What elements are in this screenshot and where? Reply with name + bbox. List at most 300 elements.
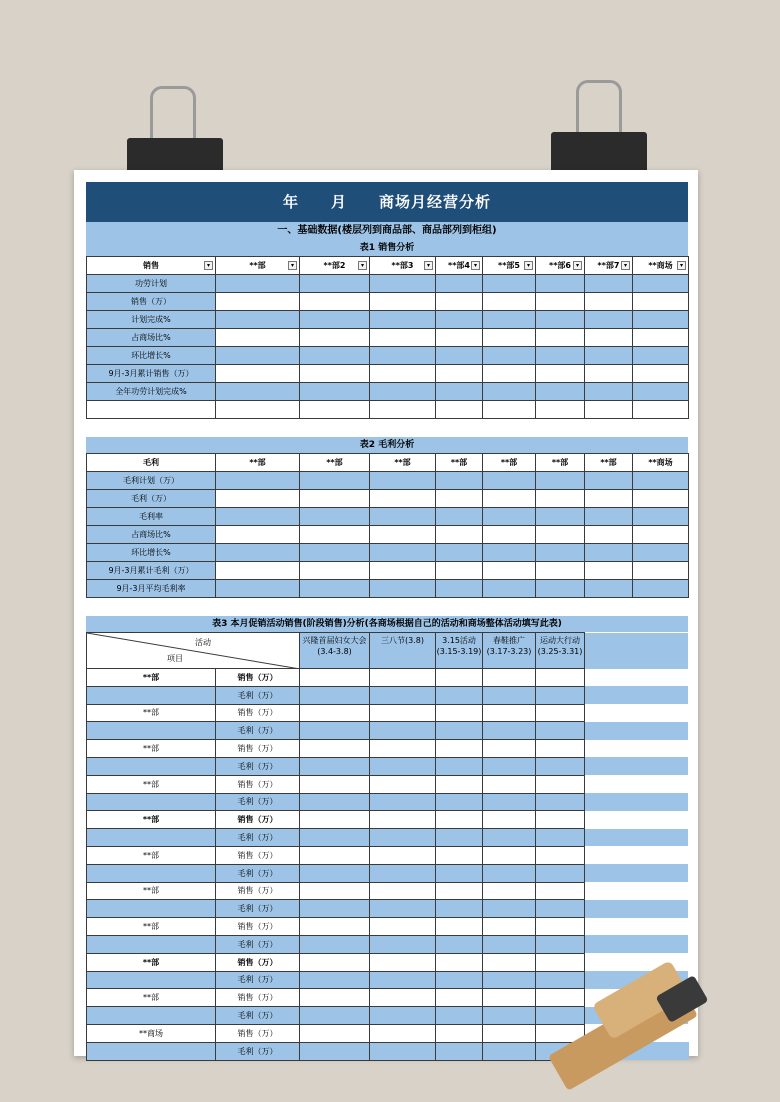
data-cell[interactable] [436, 508, 483, 526]
data-cell[interactable] [216, 580, 300, 598]
data-cell[interactable] [370, 508, 436, 526]
data-cell[interactable] [370, 526, 436, 544]
data-cell[interactable] [300, 472, 370, 490]
data-cell[interactable] [483, 544, 536, 562]
data-cell[interactable] [483, 793, 536, 811]
item-label: 销售（万） [216, 846, 300, 864]
data-cell[interactable] [87, 401, 216, 419]
row-label: 9月-3月累计销售（万） [87, 365, 216, 383]
item-label: 销售（万） [216, 775, 300, 793]
blank-region [585, 846, 689, 864]
data-cell[interactable] [536, 864, 585, 882]
data-cell[interactable] [436, 704, 483, 722]
data-cell[interactable] [436, 864, 483, 882]
data-cell[interactable] [436, 882, 483, 900]
data-cell[interactable] [300, 293, 370, 311]
data-cell[interactable] [585, 329, 633, 347]
data-cell[interactable] [300, 775, 370, 793]
data-cell[interactable] [436, 935, 483, 953]
data-cell[interactable] [633, 472, 689, 490]
data-cell[interactable] [633, 562, 689, 580]
data-cell[interactable] [483, 508, 536, 526]
data-cell[interactable] [585, 562, 633, 580]
item-label: 毛利（万） [216, 1042, 300, 1060]
data-cell[interactable] [300, 722, 370, 740]
data-cell[interactable] [370, 669, 436, 687]
data-cell[interactable] [436, 526, 483, 544]
data-cell[interactable] [536, 347, 585, 365]
data-cell[interactable] [483, 526, 536, 544]
data-cell[interactable] [536, 846, 585, 864]
data-cell[interactable] [300, 811, 370, 829]
data-cell[interactable] [300, 347, 370, 365]
data-cell[interactable] [300, 900, 370, 918]
data-cell[interactable] [370, 811, 436, 829]
data-cell[interactable] [536, 669, 585, 687]
data-cell[interactable] [300, 971, 370, 989]
group-label [87, 935, 216, 953]
data-cell[interactable] [436, 293, 483, 311]
data-cell[interactable] [300, 401, 370, 419]
data-cell[interactable] [483, 329, 536, 347]
data-cell[interactable] [436, 953, 483, 971]
data-cell[interactable] [436, 383, 483, 401]
data-cell[interactable] [300, 935, 370, 953]
data-cell[interactable] [585, 293, 633, 311]
data-cell[interactable] [370, 882, 436, 900]
data-cell[interactable] [300, 793, 370, 811]
data-cell[interactable] [585, 472, 633, 490]
data-cell[interactable] [633, 329, 689, 347]
data-cell[interactable] [483, 1042, 536, 1060]
data-cell[interactable] [216, 365, 300, 383]
data-cell[interactable] [370, 472, 436, 490]
data-cell[interactable] [436, 793, 483, 811]
data-cell[interactable] [300, 383, 370, 401]
data-cell[interactable] [436, 811, 483, 829]
activity-header: 三八节(3.8) [370, 633, 436, 669]
filter-dropdown-icon[interactable]: ▾ [573, 261, 582, 270]
data-cell[interactable] [216, 490, 300, 508]
data-cell[interactable] [483, 490, 536, 508]
item-label: 毛利（万） [216, 1007, 300, 1025]
data-cell[interactable] [633, 490, 689, 508]
data-cell[interactable] [633, 293, 689, 311]
blank-region [585, 918, 689, 936]
spacer-row [86, 598, 688, 616]
table-row [87, 275, 689, 293]
data-cell[interactable] [633, 347, 689, 365]
data-cell[interactable] [536, 526, 585, 544]
data-cell[interactable] [300, 757, 370, 775]
data-cell[interactable] [436, 669, 483, 687]
data-cell[interactable] [300, 829, 370, 847]
data-cell[interactable] [300, 311, 370, 329]
data-cell[interactable] [370, 1042, 436, 1060]
data-cell[interactable] [436, 757, 483, 775]
row-label: 环比增长% [87, 347, 216, 365]
data-cell[interactable] [370, 311, 436, 329]
data-cell[interactable] [300, 704, 370, 722]
data-cell[interactable] [436, 740, 483, 758]
data-cell[interactable] [536, 811, 585, 829]
column-header: **部 [536, 454, 585, 472]
data-cell[interactable] [300, 1042, 370, 1060]
data-cell[interactable] [370, 953, 436, 971]
data-cell[interactable] [370, 1024, 436, 1042]
data-cell[interactable] [436, 401, 483, 419]
data-cell[interactable] [483, 1024, 536, 1042]
data-cell[interactable] [633, 365, 689, 383]
data-cell[interactable] [216, 383, 300, 401]
data-cell[interactable] [436, 490, 483, 508]
data-cell[interactable] [370, 490, 436, 508]
data-cell[interactable] [370, 900, 436, 918]
data-cell[interactable] [483, 347, 536, 365]
data-cell[interactable] [633, 526, 689, 544]
data-cell[interactable] [370, 686, 436, 704]
data-cell[interactable] [483, 918, 536, 936]
group-label [87, 1007, 216, 1025]
data-cell[interactable] [370, 401, 436, 419]
data-cell[interactable] [216, 526, 300, 544]
data-cell[interactable] [436, 347, 483, 365]
data-cell[interactable] [436, 918, 483, 936]
table-row [87, 704, 689, 722]
data-cell[interactable] [483, 882, 536, 900]
group-label: **商场 [87, 1024, 216, 1042]
data-cell[interactable] [483, 704, 536, 722]
data-cell[interactable] [300, 580, 370, 598]
data-cell[interactable] [483, 1007, 536, 1025]
data-cell[interactable] [536, 953, 585, 971]
table-row [87, 365, 689, 383]
table-row [87, 757, 689, 775]
filter-dropdown-icon[interactable]: ▾ [471, 261, 480, 270]
filter-dropdown-icon[interactable]: ▾ [621, 261, 630, 270]
data-cell[interactable] [536, 686, 585, 704]
data-cell[interactable] [370, 775, 436, 793]
page-title: 年 月 商场月经营分析 [86, 182, 688, 222]
data-cell[interactable] [436, 1024, 483, 1042]
data-cell[interactable] [483, 757, 536, 775]
data-cell[interactable] [585, 526, 633, 544]
data-cell[interactable] [536, 971, 585, 989]
data-cell[interactable] [370, 793, 436, 811]
data-cell[interactable] [483, 293, 536, 311]
item-label: 销售（万） [216, 669, 300, 687]
data-cell[interactable] [436, 846, 483, 864]
data-cell[interactable] [536, 329, 585, 347]
data-cell[interactable] [370, 293, 436, 311]
data-cell[interactable] [585, 401, 633, 419]
data-cell[interactable] [483, 365, 536, 383]
data-cell[interactable] [585, 311, 633, 329]
row-label: 销售（万） [87, 293, 216, 311]
data-cell[interactable] [483, 953, 536, 971]
data-cell[interactable] [370, 544, 436, 562]
item-label: 毛利（万） [216, 971, 300, 989]
data-cell[interactable] [483, 989, 536, 1007]
data-cell[interactable] [436, 900, 483, 918]
data-cell[interactable] [536, 793, 585, 811]
data-cell[interactable] [483, 311, 536, 329]
data-cell[interactable] [300, 846, 370, 864]
data-cell[interactable] [483, 383, 536, 401]
data-cell[interactable] [536, 722, 585, 740]
data-cell[interactable] [436, 275, 483, 293]
data-cell[interactable] [370, 347, 436, 365]
data-cell[interactable] [370, 580, 436, 598]
data-cell[interactable] [370, 383, 436, 401]
column-header: **商场 ▾ [633, 257, 689, 275]
group-label [87, 793, 216, 811]
data-cell[interactable] [536, 580, 585, 598]
data-cell[interactable] [300, 562, 370, 580]
data-cell[interactable] [436, 562, 483, 580]
data-cell[interactable] [536, 989, 585, 1007]
filter-dropdown-icon[interactable]: ▾ [677, 261, 686, 270]
row-label: 占商场比% [87, 329, 216, 347]
data-cell[interactable] [483, 900, 536, 918]
row-label: 功劳计划 [87, 275, 216, 293]
data-cell[interactable] [216, 275, 300, 293]
activity-header: 兴隆首届妇女大会(3.4-3.8) [300, 633, 370, 669]
data-cell[interactable] [483, 472, 536, 490]
data-cell[interactable] [483, 740, 536, 758]
data-cell[interactable] [300, 329, 370, 347]
data-cell[interactable] [436, 971, 483, 989]
data-cell[interactable] [300, 686, 370, 704]
table-row [87, 686, 689, 704]
data-cell[interactable] [483, 275, 536, 293]
blank-region [585, 757, 689, 775]
group-label [87, 900, 216, 918]
data-cell[interactable] [536, 900, 585, 918]
column-header: 销售 ▾ [87, 257, 216, 275]
data-cell[interactable] [536, 740, 585, 758]
data-cell[interactable] [483, 686, 536, 704]
data-cell[interactable] [536, 1007, 585, 1025]
table-row [87, 562, 689, 580]
blank-region [585, 864, 689, 882]
data-cell[interactable] [536, 757, 585, 775]
data-cell[interactable] [436, 580, 483, 598]
table-row [87, 953, 689, 971]
data-cell[interactable] [585, 275, 633, 293]
data-cell[interactable] [300, 989, 370, 1007]
data-cell[interactable] [536, 472, 585, 490]
data-cell[interactable] [436, 311, 483, 329]
data-cell[interactable] [536, 490, 585, 508]
data-cell[interactable] [370, 989, 436, 1007]
item-label: 销售（万） [216, 1024, 300, 1042]
row-label: 占商场比% [87, 526, 216, 544]
data-cell[interactable] [370, 1007, 436, 1025]
data-cell[interactable] [216, 347, 300, 365]
filter-dropdown-icon[interactable]: ▾ [524, 261, 533, 270]
blank-region [585, 722, 689, 740]
data-cell[interactable] [370, 971, 436, 989]
data-cell[interactable] [436, 989, 483, 1007]
data-cell[interactable] [536, 365, 585, 383]
data-cell[interactable] [536, 275, 585, 293]
data-cell[interactable] [300, 1024, 370, 1042]
data-cell[interactable] [536, 508, 585, 526]
data-cell[interactable] [483, 401, 536, 419]
data-cell[interactable] [633, 508, 689, 526]
data-cell[interactable] [633, 275, 689, 293]
data-cell[interactable] [300, 669, 370, 687]
data-cell[interactable] [536, 775, 585, 793]
data-cell[interactable] [536, 544, 585, 562]
data-cell[interactable] [300, 864, 370, 882]
table-row [87, 793, 689, 811]
data-cell[interactable] [370, 275, 436, 293]
data-cell[interactable] [536, 311, 585, 329]
activity-label: 活动 [195, 638, 211, 647]
data-cell[interactable] [585, 365, 633, 383]
blank-region [585, 882, 689, 900]
data-cell[interactable] [585, 347, 633, 365]
table-row [87, 508, 689, 526]
data-cell[interactable] [585, 508, 633, 526]
data-cell[interactable] [436, 775, 483, 793]
data-cell[interactable] [370, 722, 436, 740]
data-cell[interactable] [633, 544, 689, 562]
blank-region [585, 935, 689, 953]
data-cell[interactable] [585, 580, 633, 598]
filter-dropdown-icon[interactable]: ▾ [358, 261, 367, 270]
data-cell[interactable] [300, 508, 370, 526]
data-cell[interactable] [300, 365, 370, 383]
activity-header: 春鞋推广(3.17-3.23) [483, 633, 536, 669]
data-cell[interactable] [370, 562, 436, 580]
table-row [87, 882, 689, 900]
column-header: **部 [370, 454, 436, 472]
data-cell[interactable] [300, 882, 370, 900]
data-cell[interactable] [216, 472, 300, 490]
data-cell[interactable] [216, 311, 300, 329]
data-cell[interactable] [536, 918, 585, 936]
data-cell[interactable] [483, 935, 536, 953]
data-cell[interactable] [300, 1007, 370, 1025]
item-label: 毛利（万） [216, 864, 300, 882]
table-row [87, 490, 689, 508]
data-cell[interactable] [370, 757, 436, 775]
data-cell[interactable] [436, 829, 483, 847]
data-cell[interactable] [436, 686, 483, 704]
data-cell[interactable] [633, 401, 689, 419]
data-cell[interactable] [300, 953, 370, 971]
row-label: 环比增长% [87, 544, 216, 562]
data-cell[interactable] [370, 329, 436, 347]
data-cell[interactable] [216, 544, 300, 562]
data-cell[interactable] [483, 864, 536, 882]
data-cell[interactable] [300, 544, 370, 562]
item-label: 毛利（万） [216, 829, 300, 847]
data-cell[interactable] [483, 775, 536, 793]
data-cell[interactable] [585, 544, 633, 562]
data-cell[interactable] [216, 508, 300, 526]
data-cell[interactable] [370, 864, 436, 882]
data-cell[interactable] [483, 580, 536, 598]
data-cell[interactable] [536, 829, 585, 847]
data-cell[interactable] [436, 1007, 483, 1025]
table1-caption: 表1 销售分析 [86, 240, 688, 256]
data-cell[interactable] [436, 472, 483, 490]
data-cell[interactable] [436, 1042, 483, 1060]
data-cell[interactable] [216, 293, 300, 311]
data-cell[interactable] [370, 365, 436, 383]
data-cell[interactable] [370, 935, 436, 953]
data-cell[interactable] [483, 846, 536, 864]
data-cell[interactable] [370, 704, 436, 722]
data-cell[interactable] [483, 811, 536, 829]
clip-wire-right [576, 80, 622, 140]
data-cell[interactable] [436, 544, 483, 562]
data-cell[interactable] [370, 740, 436, 758]
table-row [87, 811, 689, 829]
data-cell[interactable] [536, 293, 585, 311]
data-cell[interactable] [370, 918, 436, 936]
data-cell[interactable] [216, 329, 300, 347]
filter-dropdown-icon[interactable]: ▾ [424, 261, 433, 270]
data-cell[interactable] [483, 971, 536, 989]
column-header: **部 ▾ [216, 257, 300, 275]
data-cell[interactable] [536, 401, 585, 419]
row-label: 9月-3月平均毛利率 [87, 580, 216, 598]
data-cell[interactable] [585, 490, 633, 508]
data-cell[interactable] [536, 882, 585, 900]
data-cell[interactable] [436, 329, 483, 347]
data-cell[interactable] [483, 722, 536, 740]
table-row [87, 472, 689, 490]
data-cell[interactable] [370, 846, 436, 864]
data-cell[interactable] [370, 829, 436, 847]
data-cell[interactable] [483, 829, 536, 847]
data-cell[interactable] [633, 383, 689, 401]
data-cell[interactable] [536, 383, 585, 401]
data-cell[interactable] [536, 704, 585, 722]
data-cell[interactable] [536, 935, 585, 953]
data-cell[interactable] [633, 311, 689, 329]
table-row [87, 311, 689, 329]
row-label: 计划完成% [87, 311, 216, 329]
filter-dropdown-icon[interactable]: ▾ [288, 261, 297, 270]
data-cell[interactable] [483, 562, 536, 580]
data-cell[interactable] [300, 526, 370, 544]
data-cell[interactable] [436, 365, 483, 383]
data-cell[interactable] [536, 562, 585, 580]
data-cell[interactable] [300, 918, 370, 936]
data-cell[interactable] [216, 401, 300, 419]
data-cell[interactable] [483, 669, 536, 687]
data-cell[interactable] [436, 722, 483, 740]
data-cell[interactable] [300, 490, 370, 508]
row-label: 9月-3月累计毛利（万） [87, 562, 216, 580]
data-cell[interactable] [585, 383, 633, 401]
filter-dropdown-icon[interactable]: ▾ [204, 261, 213, 270]
data-cell[interactable] [633, 580, 689, 598]
group-label: **部 [87, 882, 216, 900]
blank-region [585, 829, 689, 847]
table-row [87, 775, 689, 793]
data-cell[interactable] [216, 562, 300, 580]
data-cell[interactable] [300, 740, 370, 758]
blank-region [585, 775, 689, 793]
data-cell[interactable] [300, 275, 370, 293]
